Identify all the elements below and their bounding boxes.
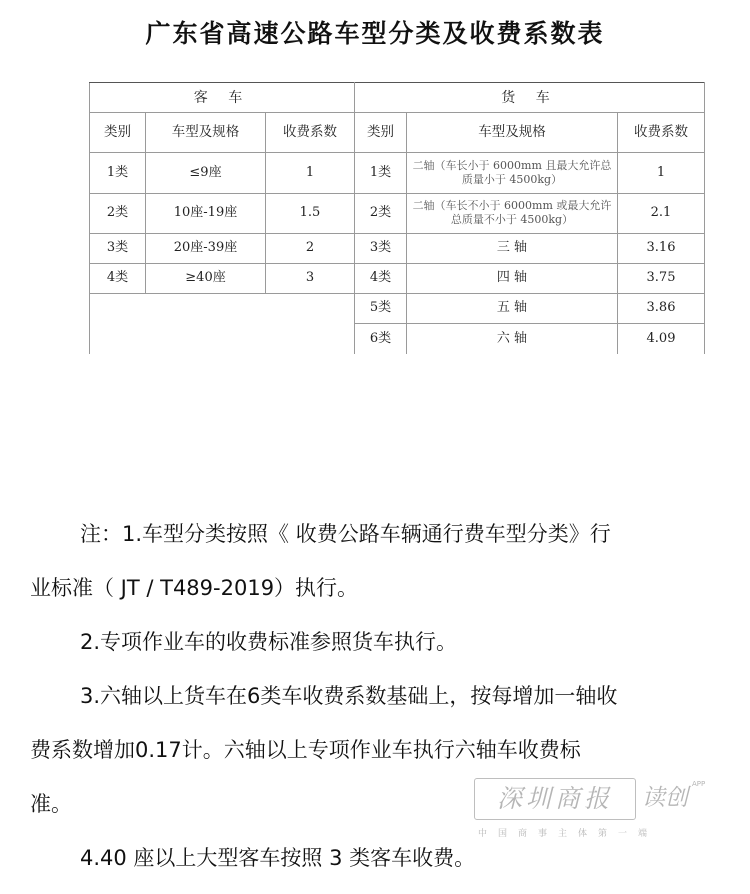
table-cell: 2类	[355, 193, 407, 233]
truck-header: 货 车	[355, 83, 705, 113]
table-row	[90, 263, 705, 293]
table-row	[90, 193, 705, 233]
table-cell: 10座-19座	[146, 193, 266, 233]
table-row	[90, 233, 705, 263]
table-cell: 2类	[90, 193, 146, 233]
table-cell: 3类	[90, 233, 146, 263]
table-cell: 1类	[355, 153, 407, 193]
note-1-line-2: 业标准（ JT / T489-2019）执行。	[30, 576, 359, 600]
note-3-line-1: 3.六轴以上货车在6类车收费系数基础上，按每增加一轴收	[80, 684, 618, 708]
watermark-brand: 深圳商报	[474, 778, 636, 820]
table-cell: 6类	[355, 324, 407, 354]
table-cell: 2.1	[618, 193, 705, 233]
table-cell: 5类	[355, 294, 407, 324]
table-cell: 二轴（车长不小于 6000mm 或最大允许总质量不小于 4500kg）	[407, 193, 618, 233]
table-cell: 五 轴	[407, 294, 618, 324]
table-cell: 4类	[90, 263, 146, 293]
table-cell: 20座-39座	[146, 233, 266, 263]
table-cell: 3.75	[618, 263, 705, 293]
table-cell: 2	[266, 233, 355, 263]
watermark-app: APP	[692, 780, 706, 788]
table-cell: 1	[266, 153, 355, 193]
column-header: 类别	[90, 113, 146, 153]
watermark-read: 读创	[642, 785, 688, 811]
column-header: 车型及规格	[407, 113, 618, 153]
column-header: 收费系数	[266, 113, 355, 153]
newspaper-watermark	[474, 778, 714, 840]
empty-passenger-cell	[90, 294, 355, 354]
table-cell: 4.09	[618, 324, 705, 354]
table-cell: ≥40座	[146, 263, 266, 293]
column-header: 车型及规格	[146, 113, 266, 153]
table-cell: 1类	[90, 153, 146, 193]
note-3-line-2: 费系数增加0.17计。六轴以上专项作业车执行六轴车收费标	[30, 738, 581, 762]
table-cell: 4类	[355, 263, 407, 293]
note-2: 2.专项作业车的收费标准参照货车执行。	[80, 630, 458, 654]
table-cell: 3.16	[618, 233, 705, 263]
fee-coefficient-table	[89, 82, 705, 354]
table-column-header-row	[90, 113, 705, 153]
column-header: 收费系数	[618, 113, 705, 153]
table-cell: ≤9座	[146, 153, 266, 193]
note-1-line-1: 注：1.车型分类按照《 收费公路车辆通行费车型分类》行	[80, 522, 611, 546]
table-group-header-row	[90, 83, 705, 113]
column-header: 类别	[355, 113, 407, 153]
table-cell: 二轴（车长小于 6000mm 且最大允许总质量小于 4500kg）	[407, 153, 618, 193]
table-cell: 3.86	[618, 294, 705, 324]
note-4: 4.40 座以上大型客车按照 3 类客车收费。	[80, 846, 476, 870]
table-cell: 三 轴	[407, 233, 618, 263]
page-title: 广东省高速公路车型分类及收费系数表	[145, 19, 605, 48]
table-row	[90, 153, 705, 193]
table-cell: 四 轴	[407, 263, 618, 293]
table-row	[90, 294, 705, 324]
table-cell: 六 轴	[407, 324, 618, 354]
passenger-car-header: 客 车	[90, 83, 355, 113]
watermark-slogan: 中国商事主体第一端	[478, 829, 659, 839]
table-cell: 3类	[355, 233, 407, 263]
note-3-line-3: 准。	[30, 792, 72, 816]
table-cell: 1	[618, 153, 705, 193]
table-cell: 1.5	[266, 193, 355, 233]
table-cell: 3	[266, 263, 355, 293]
